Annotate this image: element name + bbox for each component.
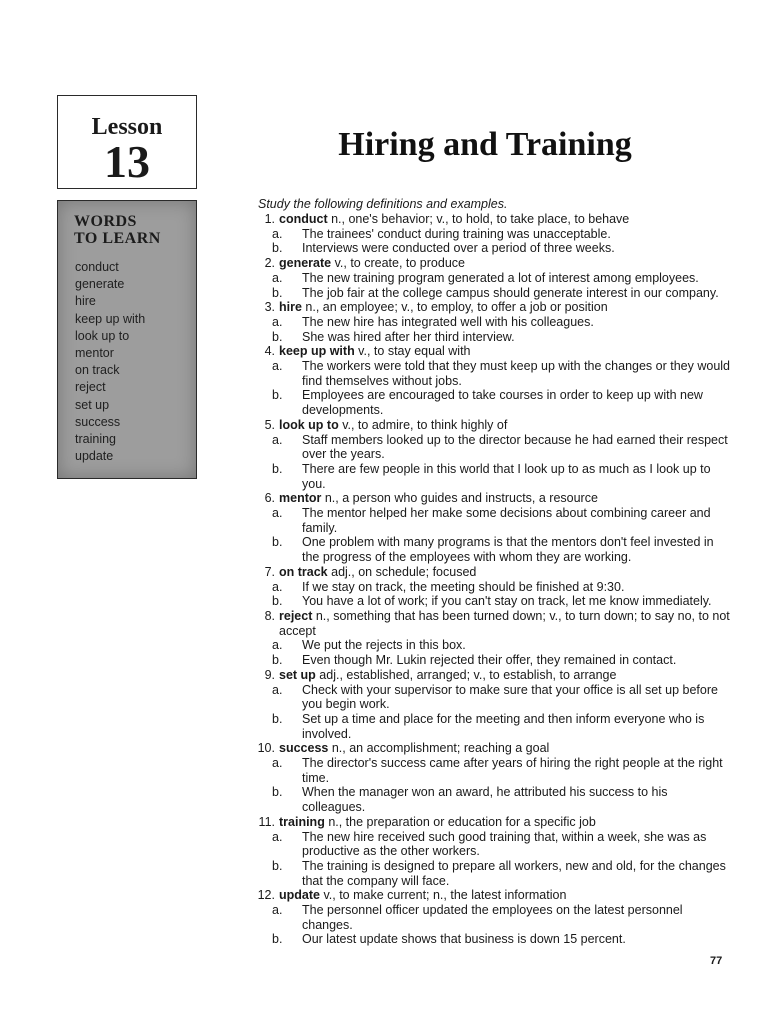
entry-definition: v., to admire, to think highly of: [338, 417, 508, 432]
example-text: Staff members looked up to the director because he had earned their respect over the years.: [302, 432, 728, 462]
entry-number: 9.: [264, 667, 275, 682]
word-item: mentor: [75, 346, 114, 361]
example-letter: b.: [272, 388, 283, 403]
example-text: The workers were told that they must keep up with the changes or they would find themselves without jobs.: [302, 359, 731, 388]
definition-entry: [240, 609, 732, 638]
definition-entry: [240, 815, 732, 830]
entry-term: look up to: [279, 417, 339, 432]
example-text: If we stay on track, the meeting should be finished at 9:30.: [302, 579, 625, 594]
entry-number: 5.: [264, 417, 275, 432]
example-text: The training is designed to prepare all workers, new and old, for the changes that the company will face.: [302, 858, 726, 888]
example-text: The trainees' conduct during training was unacceptable.: [302, 226, 611, 241]
lesson-badge: [57, 95, 197, 189]
example-sentence: [240, 756, 732, 785]
word-item: on track: [75, 363, 120, 378]
definition-entry: [240, 300, 732, 315]
example-letter: b.: [272, 535, 283, 550]
entry-definition: n., something that has been turned down; v., to turn down; to say no, to not accept: [279, 608, 730, 638]
example-sentence: [240, 830, 732, 859]
example-sentence: [240, 903, 732, 932]
words-title-line2: TO LEARN: [74, 230, 161, 247]
example-letter: a.: [272, 638, 283, 653]
example-letter: b.: [272, 711, 283, 726]
example-text: We put the rejects in this box.: [302, 638, 466, 653]
entry-number: 4.: [264, 344, 275, 359]
page-title: Hiring and Training: [338, 126, 632, 163]
entry-heading: [275, 668, 732, 683]
example-text: The mentor helped her make some decisions about combining career and family.: [302, 506, 711, 535]
word-item: keep up with: [75, 311, 146, 326]
example-sentence: [240, 683, 732, 712]
example-text: Set up a time and place for the meeting and then inform everyone who is involved.: [302, 711, 705, 741]
entry-term: training: [279, 814, 325, 829]
example-letter: b.: [272, 932, 283, 947]
example-letter: a.: [272, 682, 283, 697]
entry-term: update: [279, 888, 320, 903]
example-letter: b.: [272, 785, 283, 800]
example-letter: a.: [272, 432, 283, 447]
entry-heading: [275, 344, 732, 359]
entry-heading: [275, 212, 732, 227]
entry-heading: [275, 491, 732, 506]
definition-entry: [240, 212, 732, 227]
word-item: generate: [75, 277, 125, 292]
example-sentence: [240, 359, 732, 388]
word-item: success: [75, 414, 121, 429]
entry-heading: [275, 741, 732, 756]
entry-number: 8.: [264, 608, 275, 623]
entry-heading: [275, 565, 732, 580]
entry-definition: v., to make current; n., the latest information: [319, 888, 567, 903]
example-sentence: [240, 241, 732, 256]
word-item: look up to: [75, 328, 130, 343]
entry-term: reject: [279, 608, 313, 623]
entry-term: on track: [279, 564, 328, 579]
example-sentence: [240, 388, 732, 417]
example-sentence: [240, 330, 732, 345]
lesson-number: 13: [104, 136, 150, 187]
example-sentence: [240, 653, 732, 668]
example-text: The job fair at the college campus should generate interest in our company.: [302, 285, 719, 300]
entry-term: keep up with: [279, 344, 355, 359]
example-sentence: [240, 580, 732, 595]
word-item: set up: [75, 397, 110, 412]
example-letter: b.: [272, 285, 283, 300]
example-text: She was hired after her third interview.: [302, 329, 515, 344]
entry-definition: n., an employee; v., to employ, to offer a job or position: [301, 300, 608, 315]
entry-heading: [275, 888, 732, 903]
example-sentence: [240, 932, 732, 947]
definition-entry: [240, 344, 732, 359]
entry-term: set up: [279, 667, 316, 682]
definition-entry: [240, 668, 732, 683]
entry-heading: [275, 300, 732, 315]
entry-number: 7.: [264, 564, 275, 579]
example-sentence: [240, 638, 732, 653]
example-letter: a.: [272, 506, 283, 521]
example-text: Interviews were conducted over a period of three weeks.: [302, 241, 615, 256]
example-sentence: [240, 535, 732, 564]
definition-entry: [240, 888, 732, 903]
entry-number: 2.: [264, 256, 275, 271]
entry-number: 1.: [264, 212, 275, 226]
example-text: Check with your supervisor to make sure that your office is all set up before you begin work.: [302, 682, 718, 712]
entry-heading: [275, 609, 732, 638]
definition-entry: [240, 418, 732, 433]
example-sentence: [240, 462, 732, 491]
word-item: update: [75, 449, 114, 464]
entry-term: hire: [279, 300, 302, 315]
page-number: 77: [710, 955, 723, 967]
entry-number: 11.: [258, 814, 275, 829]
word-item: training: [75, 432, 116, 447]
entry-definition: n., one's behavior; v., to hold, to take place, to behave: [327, 212, 630, 226]
entry-definition: adj., established, arranged; v., to establish, to arrange: [315, 667, 617, 682]
word-item: reject: [75, 380, 106, 395]
definition-entry: [240, 491, 732, 506]
example-letter: b.: [272, 241, 283, 256]
entry-definition: n., the preparation or education for a specific job: [324, 814, 596, 829]
entry-number: 10.: [257, 741, 275, 756]
example-letter: b.: [272, 653, 283, 668]
example-letter: a.: [272, 270, 283, 285]
words-list: [75, 259, 196, 465]
definition-entry: [240, 256, 732, 271]
word-item: hire: [75, 294, 96, 309]
entry-term: conduct: [279, 212, 328, 226]
example-text: One problem with many programs is that the mentors don't feel invested in the progress of the employees with whom they are working.: [302, 535, 714, 565]
entry-definition: n., an accomplishment; reaching a goal: [328, 741, 550, 756]
example-letter: a.: [272, 359, 283, 374]
entry-number: 6.: [264, 491, 275, 506]
example-text: When the manager won an award, he attributed his success to his colleagues.: [302, 785, 668, 815]
example-sentence: [240, 594, 732, 609]
example-text: You have a lot of work; if you can't stay on track, let me know immediately.: [302, 594, 712, 609]
example-letter: a.: [272, 314, 283, 329]
example-letter: a.: [272, 903, 283, 918]
lesson-label: Lesson: [91, 114, 163, 140]
example-letter: a.: [272, 226, 283, 241]
example-sentence: [240, 506, 732, 535]
example-letter: a.: [272, 756, 283, 771]
example-text: Even though Mr. Lukin rejected their offer, they remained in contact.: [302, 653, 677, 668]
entry-number: 12.: [257, 888, 275, 903]
example-text: Our latest update shows that business is down 15 percent.: [302, 932, 626, 947]
entry-heading: [275, 418, 732, 433]
example-sentence: [240, 227, 732, 242]
example-text: The new hire has integrated well with his colleagues.: [302, 314, 594, 329]
entry-heading: [275, 256, 732, 271]
entry-definition: v., to create, to produce: [331, 256, 465, 271]
example-sentence: [240, 785, 732, 814]
entry-heading: [275, 815, 732, 830]
entry-number: 3.: [264, 300, 275, 315]
example-letter: b.: [272, 329, 283, 344]
entry-definition: v., to stay equal with: [354, 344, 471, 359]
example-sentence: [240, 271, 732, 286]
example-text: The director's success came after years of hiring the right people at the right time.: [302, 756, 723, 785]
definition-entry: [240, 741, 732, 756]
example-letter: b.: [272, 594, 283, 609]
words-to-learn-box: [57, 200, 197, 479]
entry-term: generate: [279, 256, 332, 271]
definition-entry: [240, 565, 732, 580]
example-sentence: [240, 286, 732, 301]
entry-definition: adj., on schedule; focused: [327, 564, 477, 579]
word-item: conduct: [75, 260, 119, 274]
words-to-learn-title: [74, 213, 196, 247]
example-sentence: [240, 433, 732, 462]
words-title-line1: WORDS: [74, 213, 137, 230]
definitions-list: [240, 212, 732, 947]
example-text: There are few people in this world that I look up to as much as I look up to you.: [302, 461, 711, 491]
example-letter: b.: [272, 461, 283, 476]
instructions: Study the following definitions and examples.: [258, 197, 508, 211]
example-letter: a.: [272, 579, 283, 594]
entry-term: success: [279, 741, 329, 756]
example-sentence: [240, 859, 732, 888]
example-sentence: [240, 315, 732, 330]
example-text: The new hire received such good training that, within a week, she was as productive as the other workers.: [302, 829, 707, 859]
entry-term: mentor: [279, 491, 322, 506]
entry-definition: n., a person who guides and instructs, a resource: [321, 491, 598, 506]
example-sentence: [240, 712, 732, 741]
example-letter: b.: [272, 858, 283, 873]
example-letter: a.: [272, 829, 283, 844]
example-text: The personnel officer updated the employees on the latest personnel changes.: [302, 903, 683, 932]
example-text: Employees are encouraged to take courses in order to keep up with new developments.: [302, 388, 703, 418]
example-text: The new training program generated a lot of interest among employees.: [302, 270, 699, 285]
